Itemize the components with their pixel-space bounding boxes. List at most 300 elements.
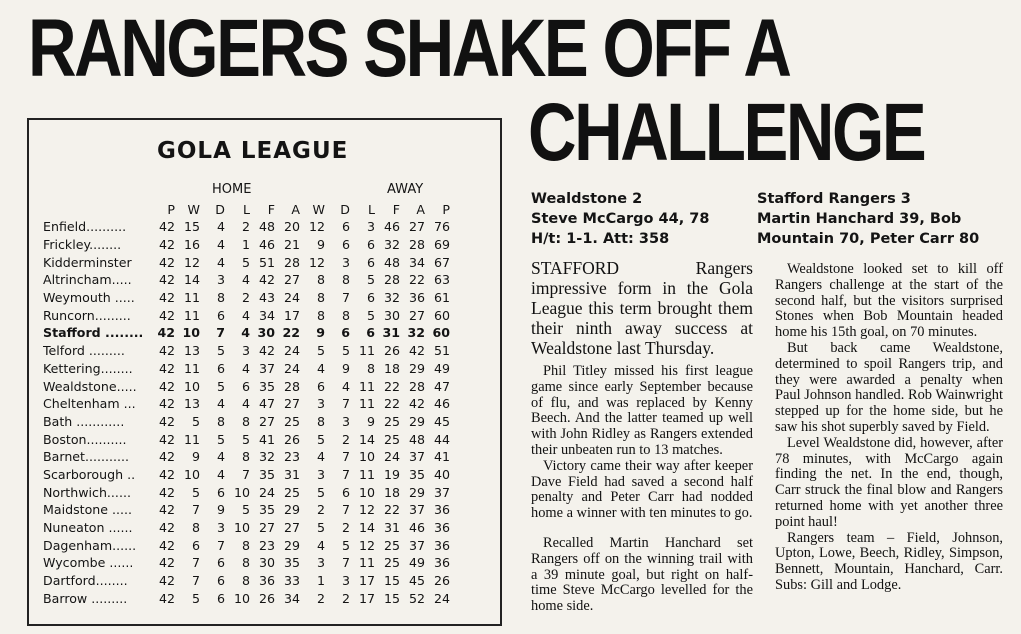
stat-cell: 76	[433, 219, 450, 235]
stat-cell: 5	[216, 378, 225, 394]
stat-cell: 4	[241, 325, 250, 341]
stat-cell: 10	[183, 466, 200, 482]
stat-cell: 5	[316, 520, 325, 536]
stat-cell: 48	[408, 431, 425, 447]
stat-cell: 5	[241, 502, 250, 518]
stat-cell: 8	[316, 272, 325, 288]
group-label-away: AWAY	[387, 182, 424, 197]
league-row	[43, 253, 453, 271]
stat-cell: 10	[358, 484, 375, 500]
stat-cell: 6	[216, 360, 225, 376]
stat-cell: 5	[191, 413, 200, 429]
stat-cell: 4	[316, 449, 325, 465]
stat-cell: 25	[383, 413, 400, 429]
stat-cell: 4	[216, 449, 225, 465]
stat-cell: 30	[257, 325, 275, 341]
stat-cell: 7	[341, 555, 350, 571]
stat-cell: 31	[283, 466, 300, 482]
stat-cell: 3	[366, 219, 375, 235]
stat-cell: 8	[316, 413, 325, 429]
stat-cell: 12	[183, 254, 200, 270]
stat-cell: 7	[341, 466, 350, 482]
league-row	[43, 519, 453, 537]
stat-cell: 3	[316, 466, 325, 482]
column-header: P	[167, 201, 175, 217]
stat-cell: 22	[282, 325, 300, 341]
stat-cell: 9	[191, 449, 200, 465]
column-header: L	[367, 201, 375, 217]
stat-cell: 63	[433, 272, 450, 288]
stat-cell: 42	[158, 537, 175, 553]
stat-cell: 45	[408, 573, 425, 589]
stat-cell: 33	[283, 573, 300, 589]
stat-cell: 45	[433, 413, 450, 429]
league-header-row	[43, 200, 453, 218]
stat-cell: 49	[433, 360, 450, 376]
stat-cell: 11	[183, 290, 200, 306]
league-row	[43, 554, 453, 572]
stat-cell: 42	[158, 360, 175, 376]
column-header: F	[392, 201, 400, 217]
stat-cell: 6	[216, 573, 225, 589]
stat-cell: 35	[258, 378, 275, 394]
stat-cell: 34	[258, 307, 275, 323]
league-row	[43, 448, 453, 466]
stat-cell: 23	[283, 449, 300, 465]
stat-cell: 6	[216, 484, 225, 500]
stat-cell: 6	[341, 325, 350, 341]
stat-cell: 5	[366, 272, 375, 288]
column-header: W	[312, 201, 325, 217]
stat-cell: 4	[316, 360, 325, 376]
league-row	[43, 466, 453, 484]
stat-cell: 26	[283, 431, 300, 447]
stat-cell: 8	[216, 290, 225, 306]
stat-cell: 7	[216, 537, 225, 553]
stat-cell: 10	[233, 520, 250, 536]
team-name: Dagenham......	[43, 537, 137, 553]
stat-cell: 3	[316, 555, 325, 571]
stat-cell: 6	[191, 537, 200, 553]
league-row	[43, 572, 453, 590]
team-name: Wycombe ......	[43, 555, 134, 571]
stat-cell: 46	[433, 396, 450, 412]
stat-cell: 36	[408, 290, 425, 306]
score-home-line: Steve McCargo 44, 78	[531, 211, 710, 227]
stat-cell: 4	[241, 396, 250, 412]
stat-cell: 51	[433, 343, 450, 359]
team-name: Telford .........	[43, 343, 125, 359]
stat-cell: 4	[241, 272, 250, 288]
team-name: Barnet...........	[43, 449, 130, 465]
stat-cell: 22	[383, 378, 400, 394]
stat-cell: 4	[241, 360, 250, 376]
stat-cell: 42	[158, 466, 175, 482]
team-name: Maidstone .....	[43, 502, 133, 518]
stat-cell: 1	[316, 573, 325, 589]
article-paragraph: Level Wealdstone did, however, after 78 minutes, with McCargo again finding the net. In the end, though, Carr struck the final blow and Rangers returned home with yet another three point haul!	[775, 434, 1003, 530]
stat-cell: 2	[341, 590, 350, 606]
article-paragraph: Recalled Martin Hanchard set Rangers off on the winning trail with a 39 minute goal, but right on half-time Steve McCargo levelled for the home side.	[531, 534, 753, 615]
stat-cell: 37	[258, 360, 275, 376]
stat-cell: 5	[316, 431, 325, 447]
stat-cell: 10	[233, 484, 250, 500]
team-name: Scarborough ..	[43, 466, 136, 482]
stat-cell: 27	[258, 520, 275, 536]
stat-cell: 42	[158, 449, 175, 465]
stat-cell: 37	[408, 537, 425, 553]
league-title: GOLA LEAGUE	[157, 138, 349, 164]
stat-cell: 36	[433, 502, 450, 518]
column-header: D	[215, 201, 225, 217]
stat-cell: 4	[341, 378, 350, 394]
stat-cell: 42	[157, 325, 175, 341]
stat-cell: 41	[258, 431, 275, 447]
stat-cell: 1	[241, 237, 250, 253]
stat-cell: 24	[283, 290, 300, 306]
stat-cell: 42	[158, 272, 175, 288]
stat-cell: 22	[408, 272, 425, 288]
team-name: Enfield..........	[43, 219, 127, 235]
stat-cell: 5	[216, 343, 225, 359]
stat-cell: 3	[341, 413, 350, 429]
stat-cell: 28	[283, 254, 300, 270]
stat-cell: 5	[191, 484, 200, 500]
stat-cell: 11	[358, 396, 375, 412]
stat-cell: 14	[183, 272, 200, 288]
stat-cell: 17	[358, 573, 375, 589]
column-header: L	[242, 201, 250, 217]
league-row	[43, 342, 453, 360]
stat-cell: 28	[383, 272, 400, 288]
stat-cell: 7	[216, 325, 225, 341]
stat-cell: 30	[383, 307, 400, 323]
team-name: Runcorn.........	[43, 307, 131, 323]
stat-cell: 25	[283, 413, 300, 429]
stat-cell: 60	[432, 325, 450, 341]
stat-cell: 44	[433, 431, 450, 447]
league-row	[43, 501, 453, 519]
stat-cell: 20	[283, 219, 300, 235]
article-column-left	[531, 258, 753, 615]
stat-cell: 6	[366, 290, 375, 306]
stat-cell: 27	[283, 520, 300, 536]
stat-cell: 3	[241, 343, 250, 359]
stat-cell: 15	[383, 590, 400, 606]
stat-cell: 7	[241, 466, 250, 482]
stat-cell: 46	[408, 520, 425, 536]
stat-cell: 35	[258, 502, 275, 518]
stat-cell: 42	[158, 520, 175, 536]
stat-cell: 4	[216, 237, 225, 253]
score-away-line: Martin Hanchard 39, Bob	[757, 211, 962, 227]
stat-cell: 12	[358, 537, 375, 553]
stat-cell: 32	[383, 290, 400, 306]
stat-cell: 16	[183, 237, 200, 253]
team-name: Weymouth .....	[43, 290, 135, 306]
stat-cell: 42	[158, 378, 175, 394]
stat-cell: 27	[283, 272, 300, 288]
score-home-line: H/t: 1-1. Att: 358	[531, 231, 670, 247]
team-name: Kettering........	[43, 360, 133, 376]
stat-cell: 3	[216, 520, 225, 536]
stat-cell: 3	[316, 396, 325, 412]
stat-cell: 52	[408, 590, 425, 606]
stat-cell: 12	[308, 254, 325, 270]
stat-cell: 8	[366, 360, 375, 376]
stat-cell: 61	[433, 290, 450, 306]
stat-cell: 2	[341, 431, 350, 447]
stat-cell: 8	[241, 555, 250, 571]
league-row	[43, 218, 453, 236]
stat-cell: 42	[158, 573, 175, 589]
team-name: Wealdstone.....	[43, 378, 137, 394]
score-home	[531, 189, 709, 249]
stat-cell: 35	[283, 555, 300, 571]
stat-cell: 17	[358, 590, 375, 606]
stat-cell: 6	[216, 590, 225, 606]
stat-cell: 21	[283, 237, 300, 253]
stat-cell: 42	[158, 343, 175, 359]
league-table-box	[27, 118, 502, 626]
stat-cell: 27	[408, 219, 425, 235]
stat-cell: 47	[258, 396, 275, 412]
stat-cell: 69	[433, 237, 450, 253]
stat-cell: 7	[191, 502, 200, 518]
team-name: Nuneaton ......	[43, 520, 133, 536]
stat-cell: 3	[216, 272, 225, 288]
stat-cell: 4	[216, 466, 225, 482]
stat-cell: 19	[383, 466, 400, 482]
stat-cell: 28	[408, 237, 425, 253]
stat-cell: 42	[158, 219, 175, 235]
stat-cell: 42	[158, 555, 175, 571]
stat-cell: 24	[433, 590, 450, 606]
stat-cell: 47	[433, 378, 450, 394]
column-header: W	[187, 201, 200, 217]
league-row	[43, 377, 453, 395]
stat-cell: 25	[383, 555, 400, 571]
stat-cell: 37	[433, 484, 450, 500]
league-row	[43, 413, 453, 431]
stat-cell: 3	[341, 254, 350, 270]
stat-cell: 42	[158, 307, 175, 323]
league-row	[43, 430, 453, 448]
stat-cell: 6	[366, 325, 375, 341]
team-name: Dartford........	[43, 573, 128, 589]
stat-cell: 43	[258, 290, 275, 306]
stat-cell: 11	[183, 307, 200, 323]
stat-cell: 42	[158, 254, 175, 270]
stat-cell: 36	[433, 537, 450, 553]
stat-cell: 6	[241, 378, 250, 394]
stat-cell: 9	[216, 502, 225, 518]
stat-cell: 12	[358, 502, 375, 518]
stat-cell: 15	[383, 573, 400, 589]
column-header: A	[291, 201, 300, 217]
column-header: F	[267, 201, 275, 217]
stat-cell: 41	[433, 449, 450, 465]
stat-cell: 8	[241, 573, 250, 589]
column-header: D	[340, 201, 350, 217]
stat-cell: 6	[341, 219, 350, 235]
stat-cell: 35	[258, 466, 275, 482]
stat-cell: 24	[383, 449, 400, 465]
stat-cell: 26	[258, 590, 275, 606]
stat-cell: 6	[366, 254, 375, 270]
article-paragraph: Victory came their way after keeper Dave Field had saved a second half penalty and Peter Carr had nodded home a winner with ten minutes to go.	[531, 457, 753, 522]
stat-cell: 4	[216, 254, 225, 270]
stat-cell: 34	[408, 254, 425, 270]
stat-cell: 12	[308, 219, 325, 235]
stat-cell: 7	[341, 290, 350, 306]
article-lead: STAFFORD Rangers impressive form in the Gola League this term brought them their ninth away success at Wealdstone last Thursday.	[531, 258, 753, 358]
stat-cell: 24	[283, 343, 300, 359]
stat-cell: 34	[283, 590, 300, 606]
stat-cell: 5	[216, 431, 225, 447]
team-name: Stafford ........	[43, 325, 144, 341]
stat-cell: 10	[182, 325, 200, 341]
stat-cell: 6	[341, 237, 350, 253]
stat-cell: 17	[283, 307, 300, 323]
stat-cell: 36	[433, 520, 450, 536]
stat-cell: 24	[283, 360, 300, 376]
stat-cell: 9	[316, 325, 325, 341]
stat-cell: 9	[316, 237, 325, 253]
stat-cell: 14	[358, 520, 375, 536]
stat-cell: 42	[158, 413, 175, 429]
stat-cell: 5	[341, 343, 350, 359]
stat-cell: 24	[258, 484, 275, 500]
stat-cell: 37	[408, 502, 425, 518]
score-away-line: Mountain 70, Peter Carr 80	[757, 231, 980, 247]
stat-cell: 8	[241, 449, 250, 465]
stat-cell: 6	[216, 555, 225, 571]
stat-cell: 14	[358, 431, 375, 447]
article-paragraph: Wealdstone looked set to kill off Rangers challenge at the start of the second half, but the visitors surprised Stones when Bob Mountain headed home his 15th goal, on 70 minutes.	[775, 261, 1003, 341]
stat-cell: 5	[191, 590, 200, 606]
stat-cell: 6	[366, 237, 375, 253]
stat-cell: 18	[383, 484, 400, 500]
league-row	[43, 324, 453, 342]
stat-cell: 26	[383, 343, 400, 359]
stat-cell: 8	[241, 413, 250, 429]
stat-cell: 28	[283, 378, 300, 394]
stat-cell: 46	[258, 237, 275, 253]
stat-cell: 10	[233, 590, 250, 606]
stat-cell: 29	[408, 360, 425, 376]
stat-cell: 2	[241, 219, 250, 235]
score-home-line: Wealdstone 2	[531, 191, 643, 207]
league-row	[43, 483, 453, 501]
article-paragraph: Phil Titley missed his first league game since early September because of flu, and was replaced by Kenny Beech. And the latter teamed up well with John Ridley as Rangers extended their unbeaten run to 13 matches.	[531, 363, 753, 458]
team-name: Altrincham.....	[43, 272, 132, 288]
stat-cell: 28	[408, 378, 425, 394]
headline-line-2: CHALLENGE	[528, 87, 925, 178]
team-name: Cheltenham ...	[43, 396, 136, 412]
stat-cell: 25	[383, 431, 400, 447]
stat-cell: 42	[158, 290, 175, 306]
stat-cell: 37	[408, 449, 425, 465]
team-name: Boston..........	[43, 431, 127, 447]
stat-cell: 2	[316, 590, 325, 606]
stat-cell: 11	[358, 378, 375, 394]
stat-cell: 8	[341, 272, 350, 288]
stat-cell: 31	[382, 325, 400, 341]
stat-cell: 42	[258, 272, 275, 288]
stat-cell: 8	[241, 537, 250, 553]
stat-cell: 46	[383, 219, 400, 235]
league-table-body	[43, 218, 453, 607]
stat-cell: 32	[407, 325, 425, 341]
stat-cell: 29	[283, 537, 300, 553]
stat-cell: 5	[341, 537, 350, 553]
stat-cell: 42	[158, 484, 175, 500]
stat-cell: 4	[216, 396, 225, 412]
stat-cell: 22	[383, 396, 400, 412]
league-row	[43, 395, 453, 413]
league-row	[43, 306, 453, 324]
stat-cell: 10	[183, 378, 200, 394]
stat-cell: 8	[216, 413, 225, 429]
league-row	[43, 271, 453, 289]
stat-cell: 5	[316, 343, 325, 359]
league-row	[43, 360, 453, 378]
stat-cell: 11	[183, 360, 200, 376]
stat-cell: 11	[358, 343, 375, 359]
stat-cell: 23	[258, 537, 275, 553]
stat-cell: 15	[183, 219, 200, 235]
stat-cell: 67	[433, 254, 450, 270]
stat-cell: 42	[158, 590, 175, 606]
stat-cell: 10	[358, 449, 375, 465]
stat-cell: 6	[216, 307, 225, 323]
team-name: Northwich......	[43, 484, 131, 500]
team-name: Frickley........	[43, 237, 122, 253]
stat-cell: 42	[408, 396, 425, 412]
stat-cell: 7	[341, 396, 350, 412]
article-paragraph: Rangers team – Field, Johnson, Upton, Lowe, Beech, Ridley, Simpson, Bennett, Mountain, Hanchard, Carr. Subs: Gill and Lodge.	[775, 529, 1003, 593]
stat-cell: 27	[258, 413, 275, 429]
stat-cell: 4	[316, 537, 325, 553]
headline-line-1: RANGERS SHAKE OFF A	[28, 3, 790, 94]
stat-cell: 29	[408, 413, 425, 429]
stat-cell: 25	[383, 537, 400, 553]
stat-cell: 6	[316, 378, 325, 394]
stat-cell: 7	[191, 573, 200, 589]
score-away	[757, 189, 979, 249]
stat-cell: 30	[258, 555, 275, 571]
stat-cell: 7	[191, 555, 200, 571]
league-table	[43, 200, 453, 607]
stat-cell: 60	[433, 307, 450, 323]
league-row	[43, 536, 453, 554]
stat-cell: 11	[183, 431, 200, 447]
team-column-header	[43, 200, 153, 218]
stat-cell: 27	[283, 396, 300, 412]
column-header: P	[442, 201, 450, 217]
stat-cell: 26	[433, 573, 450, 589]
stat-cell: 9	[366, 413, 375, 429]
stat-cell: 4	[241, 307, 250, 323]
stat-cell: 29	[408, 484, 425, 500]
stat-cell: 9	[341, 360, 350, 376]
column-header: A	[416, 201, 425, 217]
stat-cell: 8	[316, 290, 325, 306]
stat-cell: 42	[408, 343, 425, 359]
stat-cell: 8	[316, 307, 325, 323]
stat-cell: 6	[341, 484, 350, 500]
